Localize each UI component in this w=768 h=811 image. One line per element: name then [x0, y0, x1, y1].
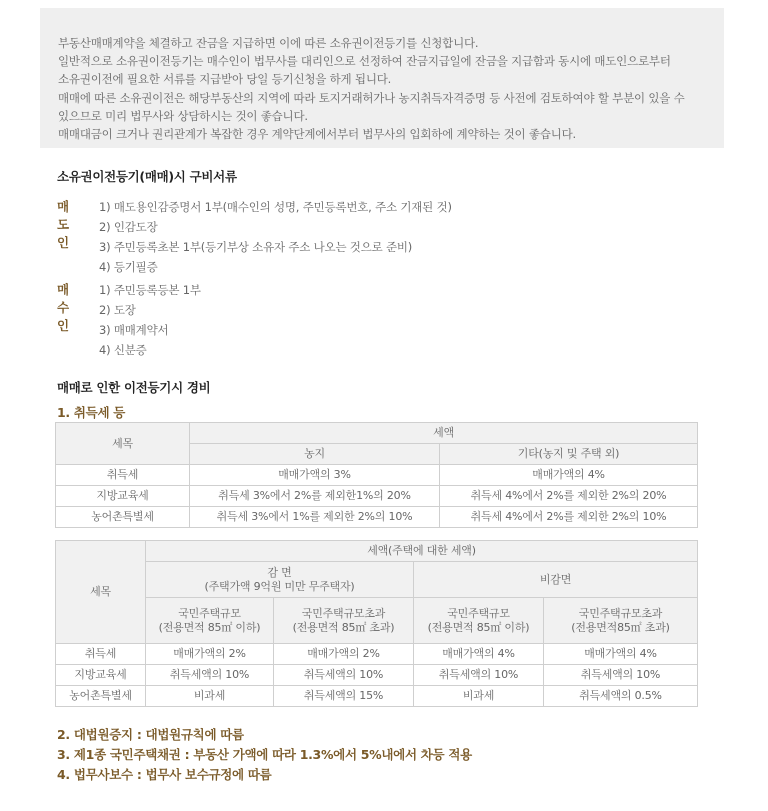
costs-title: 매매로 인한 이전등기시 경비 — [57, 380, 211, 395]
header-cell: 세목 — [56, 423, 190, 465]
header-cell — [274, 598, 414, 644]
header-line: 국민주택규모 — [447, 606, 510, 620]
table-cell: 취득세 4%에서 2%를 제외한 2%의 20% — [440, 486, 698, 507]
list-item: 3) 매매계약서 — [99, 323, 169, 337]
table-cell: 지방교육세 — [56, 486, 190, 507]
header-line: (전용면적 85㎡ 초과) — [292, 620, 395, 634]
header-line: 국민주택규모 — [178, 606, 241, 620]
header-cell: 비감면 — [414, 562, 698, 598]
table-cell: 비과세 — [414, 686, 544, 707]
table-row — [56, 465, 698, 486]
housing-tax-table — [55, 540, 698, 707]
seller-label: 매도인 — [57, 199, 70, 250]
table-cell: 취득세액의 0.5% — [544, 686, 698, 707]
table-cell: 매매가액의 2% — [274, 644, 414, 665]
header-cell — [146, 562, 414, 598]
list-item: 2) 인감도장 — [99, 220, 158, 234]
table-row — [56, 644, 698, 665]
acquisition-tax-table — [55, 422, 698, 528]
header-cell: 기타(농지 및 주택 외) — [440, 444, 698, 465]
intro-line: 있으므로 미리 법무사와 상담하시는 것이 좋습니다. — [58, 108, 308, 123]
list-item: 3) 주민등록초본 1부(등기부상 소유자 주소 나오는 것으로 준비) — [99, 240, 413, 254]
table-cell: 취득세액의 10% — [274, 665, 414, 686]
table-row — [56, 507, 698, 528]
table-cell: 농어촌특별세 — [56, 686, 146, 707]
header-cell — [414, 598, 544, 644]
header-line: (전용면적 85㎡ 이하) — [158, 620, 261, 634]
buyer-label: 매수인 — [57, 282, 70, 333]
header-line: 감 면 — [267, 565, 292, 579]
intro-line: 일반적으로 소유권이전등기는 매수인이 법무사를 대리인으로 선정하여 잔금지급일에 잔금을 지급함과 동시에 매도인으로부터 — [58, 54, 671, 69]
seller-items — [99, 197, 452, 277]
table-cell: 취득세 — [56, 644, 146, 665]
intro-line: 소유권이전에 필요한 서류를 지급받아 당일 등기신청을 하게 됩니다. — [58, 72, 392, 87]
buyer-items — [99, 280, 201, 360]
table-cell: 매매가액의 2% — [146, 644, 274, 665]
intro-line: 매매대금이 크거나 권리관계가 복잡한 경우 계약단계에서부터 법무사의 입회하에 계약하는 것이 좋습니다. — [58, 127, 577, 142]
header-cell: 세액(주택에 대한 세액) — [146, 541, 698, 562]
header-line: (전용면적 85㎡ 이하) — [427, 620, 530, 634]
table-cell: 취득세 3%에서 2%를 제외한1%의 20% — [190, 486, 440, 507]
subsection-title: 1. 취득세 등 — [57, 405, 126, 420]
header-line: (주택가액 9억원 미만 무주택자) — [204, 579, 355, 593]
header-line: 국민주택규모초과 — [301, 606, 386, 620]
table-cell: 매매가액의 3% — [190, 465, 440, 486]
note-item: 3. 제1종 국민주택채권 : 부동산 가액에 따라 1.3%에서 5%내에서 차등 적용 — [57, 747, 472, 762]
table-row — [56, 665, 698, 686]
table-cell: 취득세액의 10% — [146, 665, 274, 686]
note-item: 2. 대법원증지 : 대법원규칙에 따름 — [57, 727, 244, 742]
table-cell: 취득세 3%에서 1%를 제외한 2%의 10% — [190, 507, 440, 528]
header-line: 국민주택규모초과 — [578, 606, 663, 620]
table-cell: 취득세액의 10% — [414, 665, 544, 686]
table-cell: 취득세 4%에서 2%를 제외한 2%의 10% — [440, 507, 698, 528]
intro-line: 부동산매매계약을 체결하고 잔금을 지급하면 이에 따른 소유권이전등기를 신청합니다. — [58, 36, 479, 50]
table-cell: 취득세 — [56, 465, 190, 486]
intro-line: 매매에 따른 소유권이전은 해당부동산의 지역에 따라 토지거래허가나 농지취득자격증명 등 사전에 검토하여야 할 부분이 있을 수 — [58, 90, 685, 105]
note-item: 4. 법무사보수 : 법무사 보수규정에 따름 — [57, 767, 272, 782]
table-cell: 지방교육세 — [56, 665, 146, 686]
table-cell: 취득세액의 10% — [544, 665, 698, 686]
header-cell: 세액 — [190, 423, 698, 444]
table-cell: 매매가액의 4% — [440, 465, 698, 486]
docs-title: 소유권이전등기(매매)시 구비서류 — [57, 169, 237, 184]
header-cell: 세목 — [56, 541, 146, 644]
list-item: 1) 매도용인감증명서 1부(매수인의 성명, 주민등록번호, 주소 기재된 것) — [99, 200, 452, 214]
header-cell: 농지 — [190, 444, 440, 465]
header-line: (전용면적85㎡ 초과) — [571, 620, 670, 634]
table-row — [56, 686, 698, 707]
list-item: 2) 도장 — [99, 303, 136, 317]
list-item: 4) 등기필증 — [99, 260, 158, 274]
table-cell: 매매가액의 4% — [544, 644, 698, 665]
table-row — [56, 486, 698, 507]
intro-box — [40, 8, 724, 148]
table-cell: 취득세액의 15% — [274, 686, 414, 707]
header-cell — [146, 598, 274, 644]
table-cell: 비과세 — [146, 686, 274, 707]
table-cell: 농어촌특별세 — [56, 507, 190, 528]
list-item: 1) 주민등록등본 1부 — [99, 283, 201, 297]
table-cell: 매매가액의 4% — [414, 644, 544, 665]
header-cell — [544, 598, 698, 644]
list-item: 4) 신분증 — [99, 343, 147, 357]
